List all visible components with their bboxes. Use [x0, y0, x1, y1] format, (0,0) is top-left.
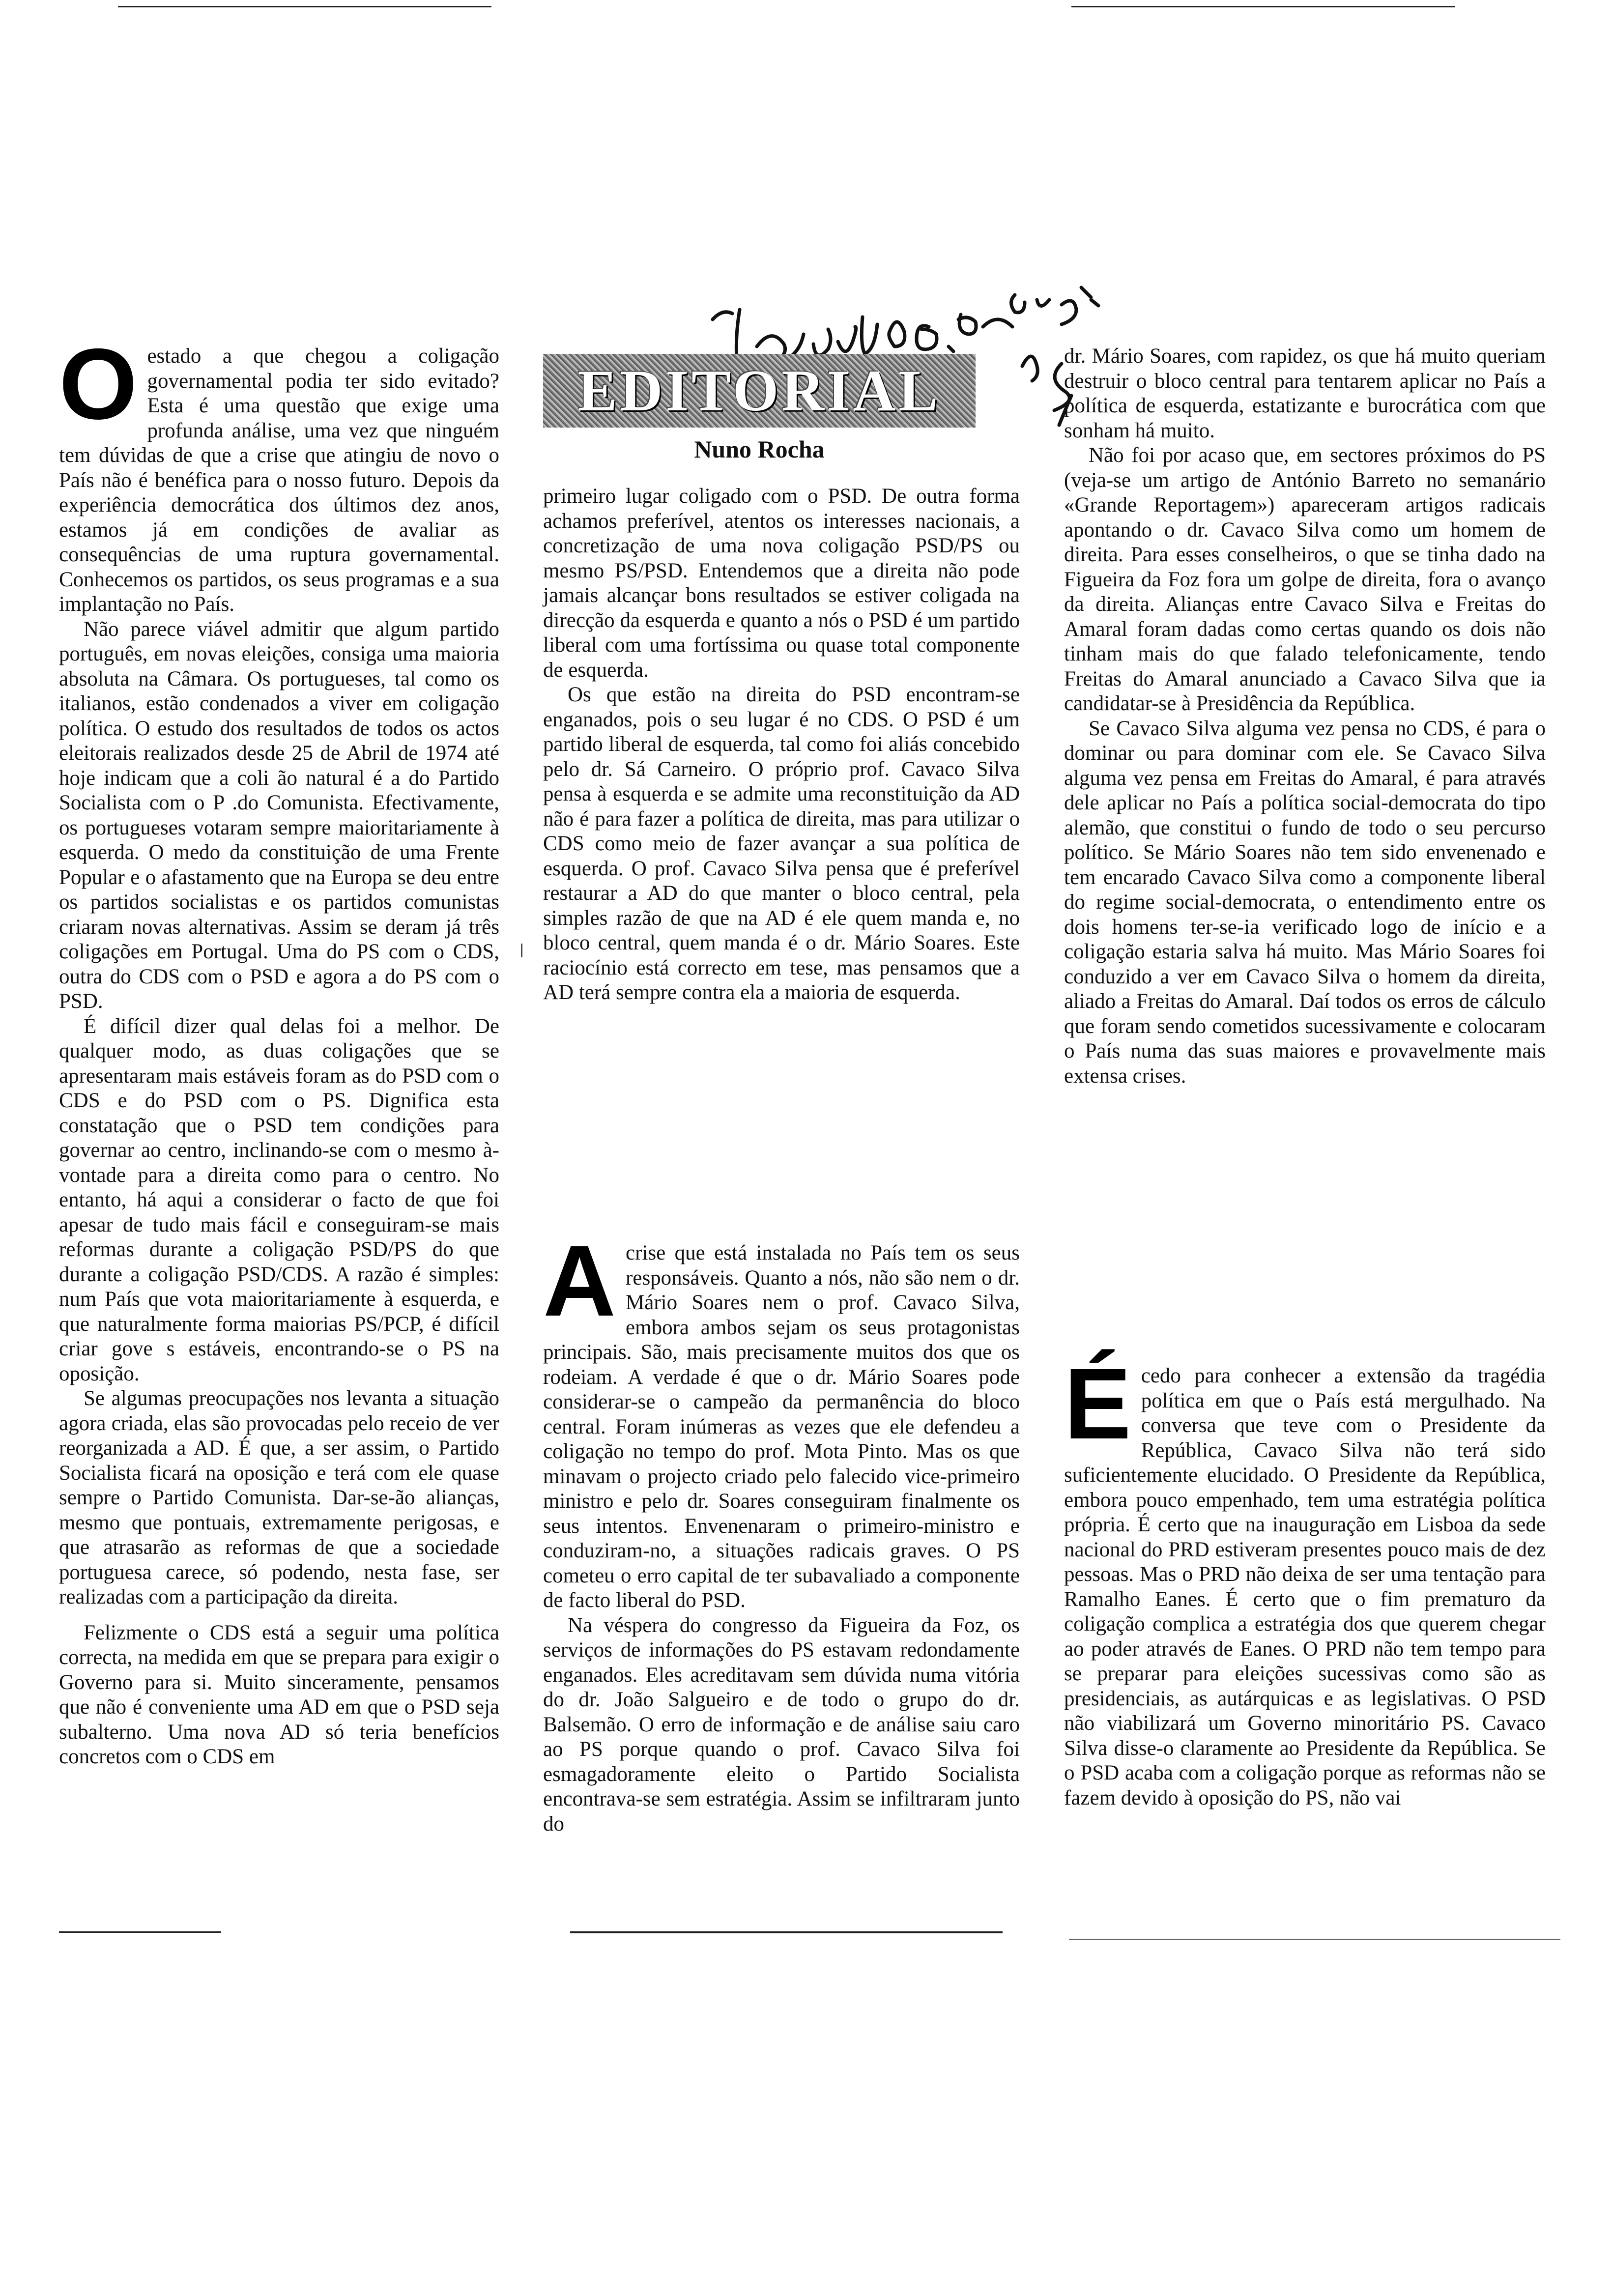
paragraph: cedo para conhecer a extensão da tragédia política em que o País está mergulhado. Na conversa que teve com o Presidente da República, Cavaco Silva não terá sido suficientemente elucidado. O Presidente da República, embora pouco empenhado, tem uma estratégia política própria. É certo que na inauguração em Lisboa da sede nacional do PRD estiveram presentes pouco mais de dez pessoas. Mas o PRD não deixa de ser uma tentação para Ramalho Eanes. É certo que o fim prematuro da coligação complica a estratégia dos que querem chegar ao poder através de Eanes. O PRD não tem tempo para se preparar para eleições sucessivas como são as presidenciais, as autárquicas e as legislativas. O PSD não viabilizará um Governo minoritário PS. Cavaco Silva disse-o claramente ao Presidente da República. Se o PSD acaba com a coligação porque as reformas não se fazem devido à oposição do PS, não vai: [1064, 1364, 1546, 1809]
drop-cap: É: [1064, 1348, 1131, 1460]
paragraph: Não parece viável admitir que algum partido português, em novas eleições, consiga uma maioria absoluta na Câmara. Os portugueses, tal como os italianos, estão condenados a viver em coligação política. O estudo dos resultados de todos os actos eleitorais realizados desde 25 de Abril de 1974 até hoje indicam que a coli ão natural é a do Partido Socialista com o P .do Comunista. Efectivamente, os portugueses votaram sempre maioritariamente à esquerda. O medo da constituição de uma Frente Popular e o afastamento que na Europa se deu entre os partidos socialistas e os partidos comunistas criaram novas alternativas. Assim se deram já três coligações em Portugal. Uma do PS com o CDS, outra do CDS com o PSD e agora a do PS com o PSD.: [59, 617, 499, 1013]
editorial-header: [543, 339, 976, 467]
column-mark: [521, 944, 522, 957]
section-banner-text: EDITORIAL: [577, 358, 941, 423]
article-column-3-section-2: [1064, 1348, 1546, 1810]
top-rule-right: [1071, 6, 1455, 7]
paragraph: crise que está instalada no País tem os seus responsáveis. Quanto a nós, não são nem o dr. Mário Soares nem o prof. Cavaco Silva, embora ambos sejam os seus protagonistas principais. São, mais precisamente muitos dos que os rodeiam. A verdade é que o dr. Mário Soares pode considerar-se o campeão da permanência do bloco central. Foram inúmeras as vezes que ele defendeu a coligação no tempo do prof. Mota Pinto. Mas os que minavam o projecto criado pelo falecido vice-primeiro ministro e pelo dr. Soares conseguiram finalmente os seus intentos. Envenenaram o primeiro-ministro e conduziram-no, a situações radicais graves. O PS cometeu o erro capital de ter subavaliado a componente de facto liberal do PSD.: [543, 1241, 1020, 1612]
drop-cap: A: [543, 1225, 616, 1337]
drop-cap: O: [59, 328, 138, 440]
top-rule-left: [118, 6, 491, 7]
paragraph: estado a que chegou a coligação governamental podia ter sido evitado? Esta é uma questão que exige uma profunda análise, uma vez que ninguém tem dúvidas de que a crise que atingiu de novo o País não é benéfica para o nosso futuro. Depois da experiência democrática dos últimos dez anos, estamos já em condições de avaliar as consequências de uma ruptura governamental. Conhecemos os partidos, os seus programas e a sua implantação no País.: [59, 344, 499, 616]
bottom-rule-column-2: [570, 1931, 1003, 1933]
paragraph: dr. Mário Soares, com rapidez, os que há muito queriam destruir o bloco central para tentarem aplicar no País a política de esquerda, estatizante e burocrática com que sonham há muito.: [1064, 344, 1546, 442]
article-column-3: [1064, 344, 1546, 1089]
author-byline: Nuno Rocha: [694, 435, 825, 463]
paragraph: Felizmente o CDS está a seguir uma política correcta, na medida em que se prepara para exigir o Governo para si. Muito sinceramente, pensamos que não é conveniente uma AD em que o PSD seja subalterno. Uma nova AD só teria benefícios concretos com o CDS em: [59, 1621, 499, 1768]
paragraph: primeiro lugar coligado com o PSD. De outra forma achamos preferível, atentos os interesses nacionais, a concretização de uma nova coligação PSD/PS ou mesmo PS/PSD. Entendemos que a direita não pode jamais alcançar bons resultados se estiver coligada na direcção da esquerda e quanto a nós o PSD é um partido liberal com uma fortíssima ou quase total componente de esquerda.: [543, 485, 1020, 682]
bottom-rule-column-1: [59, 1931, 221, 1933]
paragraph: Na véspera do congresso da Figueira da Foz, os serviços de informações do PS estavam redondamente enganados. Eles acreditavam sem dúvida numa vitória do dr. João Salgueiro e de todo o grupo do dr. Balsemão. O erro de informação e de análise saiu caro ao PS porque quando o prof. Cavaco Silva foi esmagadoramente eleito o Partido Socialista encontrava-se sem estratégia. Assim se infiltraram junto do: [543, 1613, 1020, 1836]
bottom-rule-column-3: [1069, 1939, 1560, 1940]
paragraph: Não foi por acaso que, em sectores próximos do PS (veja-se um artigo de António Barreto no semanário «Grande Reportagem») apareceram artigos radicais apontando o dr. Cavaco Silva como um homem de direita. Para esses conselheiros, o que se tinha dado na Figueira da Foz fora um golpe de direita, fora o avanço da direita. Alianças entre Cavaco Silva e Freitas do Amaral foram dadas como certas quando os dois não tinham mais do que falado telefonicamente, tendo Freitas do Amaral anunciado a Cavaco Silva que ia candidatar-se à Presidência da República.: [1064, 444, 1546, 715]
paragraph: Se Cavaco Silva alguma vez pensa no CDS, é para o dominar ou para dominar com ele. Se Cavaco Silva alguma vez pensa em Freitas do Amaral, é para através dele aplicar no País a política social-democrata do tipo alemão, que constitui o fundo de todo o seu percurso político. Se Mário Soares não tem sido envenenado e tem encarado Cavaco Silva como a componente liberal do regime social-democrata, o entendimento entre os dois homens ter-se-ia verificado logo de início e a coligação estaria salva há muito. Mas Mário Soares foi conduzido a ver em Cavaco Silva o homem da direita, aliado a Freitas do Amaral. Daí todos os erros de cálculo que foram sendo cometidos sucessivamente e colocaram o País numa das suas maiores e provavelmente mais extensa crises.: [1064, 717, 1546, 1088]
article-column-2-section-2: [543, 1225, 1020, 1837]
paragraph: Os que estão na direita do PSD encontram-se enganados, pois o seu lugar é no CDS. O PSD é um partido liberal de esquerda, tal como foi aliás concebido pelo dr. Sá Carneiro. O próprio prof. Cavaco Silva pensa à esquerda e se admite uma reconstituição da AD não é para fazer a política de direita, mas para utilizar o CDS como meio de fazer avançar a sua política de esquerda. O prof. Cavaco Silva pensa que é preferível restaurar a AD do que manter o bloco central, pela simples razão de que na AD é ele quem manda e, no bloco central, quem manda é o dr. Mário Soares. Este raciocínio está correcto em tese, mas pensamos que a AD terá sempre contra ela a maioria de esquerda.: [543, 683, 1020, 1004]
editorial-banner: [543, 354, 976, 428]
paragraph: Se algumas preocupações nos levanta a situação agora criada, elas são provocadas pelo receio de ver reorganizada a AD. É que, a ser assim, o Partido Socialista ficará na oposição e terá com ele quase sempre o Partido Comunista. Dar-se-ão alianças, mesmo que pontuais, extremamente perigosas, e que atrasarão as reformas de que a sociedade portuguesa carece, só podendo, nesta fase, ser realizadas com a participação da direita.: [59, 1387, 499, 1608]
article-column-2: [543, 484, 1020, 1005]
article-column-1: [59, 328, 499, 1770]
paragraph: É difícil dizer qual delas foi a melhor. De qualquer modo, as duas coligações que se apresentaram mais estáveis foram as do PSD com o CDS e do PSD com o PS. Dignifica esta constatação que o PSD tem condições para governar ao centro, inclinando-se com o mesmo à-vontade para a direita como para o centro. No entanto, há aqui a considerar o facto de que foi apesar de tudo mais fácil e conseguiram-se mais reformas durante a coligação PSD/PS do que durante a coligação PSD/CDS. A razão é simples: num País que vota maioritariamente à esquerda, e que naturalmente forma maiorias PS/PCP, é difícil criar gove s estáveis, encontrando-se o PS na oposição.: [59, 1014, 499, 1385]
